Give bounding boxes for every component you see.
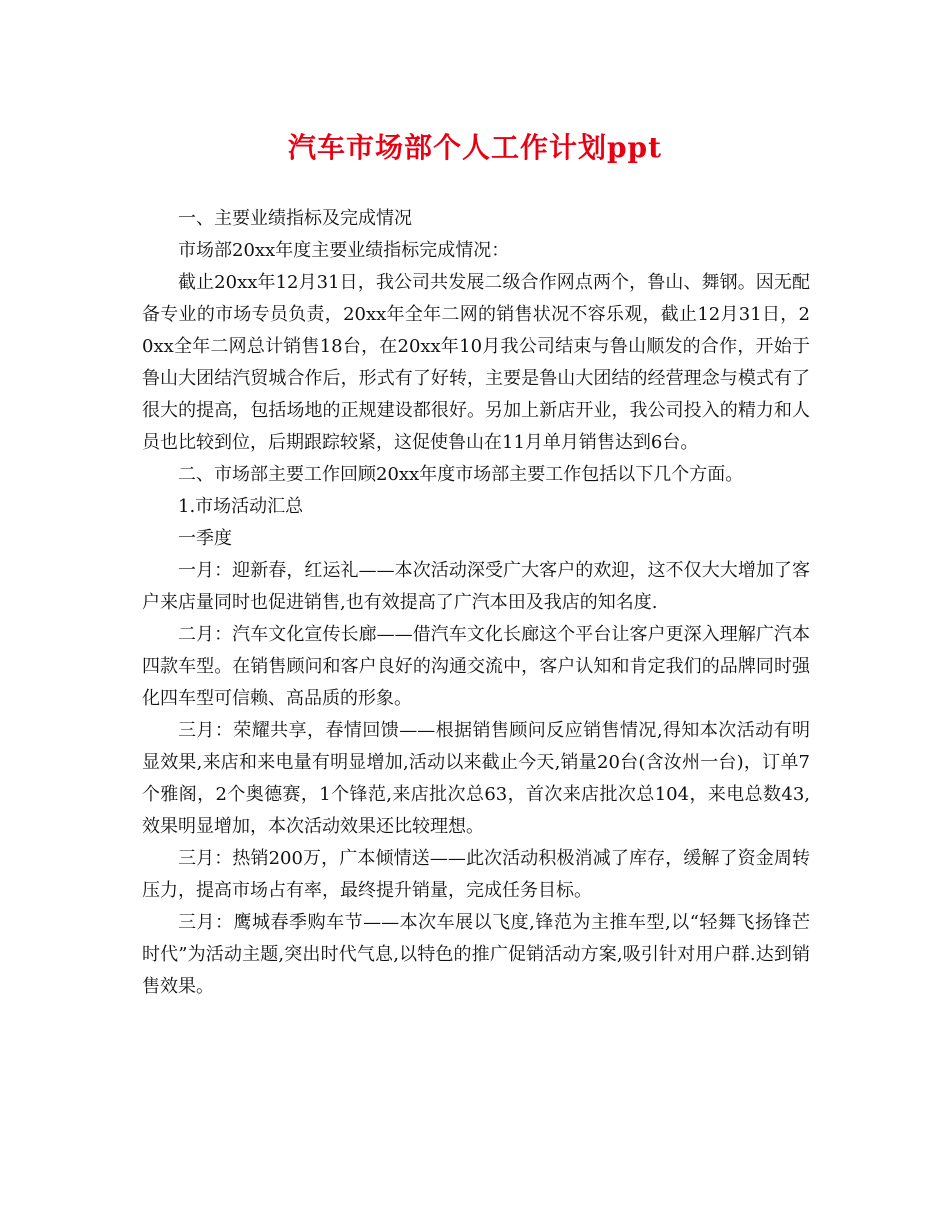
subheading-market-activities: 1.市场活动汇总 bbox=[178, 496, 304, 517]
section-heading-performance: 一、主要业绩指标及完成情况 bbox=[178, 208, 412, 229]
subheading-first-quarter: 一季度 bbox=[178, 528, 232, 549]
document-body bbox=[142, 203, 810, 1003]
paragraph-network-summary: 截止20xx年12月31日，我公司共发展二级合作网点两个，鲁山、舞钢。因无配备专业的市场专员负责，20xx年全年二网的销售状况不容乐观，截止12月31日，20xx全年二网总计销售18台，在20xx年10月我公司结束与鲁山顺发的合作，开始于鲁山大团结汽贸城合作后，形式有了好转，主要是鲁山大团结的经营理念与模式有了很大的提高，包括场地的正规建设都很好。另加上新店开业，我公司投入的精力和人员也比较到位，后期跟踪较紧，这促使鲁山在11月单月销售达到6台。 bbox=[142, 272, 810, 453]
section-heading-review: 二、市场部主要工作回顾20xx年度市场部主要工作包括以下几个方面。 bbox=[178, 464, 744, 485]
paragraph-march-2: 三月：热销200万，广本倾情送——此次活动积极消减了库存，缓解了资金周转压力，提高市场占有率，最终提升销量，完成任务目标。 bbox=[142, 848, 810, 901]
paragraph-march-3: 三月：鹰城春季购车节——本次车展以飞度,锋范为主推车型,以“轻舞飞扬锋芒时代”为活动主题,突出时代气息,以特色的推广促销活动方案,吸引针对用户群.达到销售效果。 bbox=[142, 912, 810, 997]
paragraph-intro: 市场部20xx年度主要业绩指标完成情况： bbox=[178, 240, 510, 261]
paragraph-march-1: 三月：荣耀共享，春情回馈——根据销售顾问反应销售情况,得知本次活动有明显效果,来店和来电量有明显增加,活动以来截止今天,销量20台(含汝州一台)，订单7个雅阁，2个奥德赛，1个锋范,来店批次总63，首次来店批次总104，来电总数43,效果明显增加，本次活动效果还比较理想。 bbox=[142, 720, 810, 837]
paragraph-february: 二月：汽车文化宣传长廊——借汽车文化长廊这个平台让客户更深入理解广汽本四款车型。在销售顾问和客户良好的沟通交流中，客户认知和肯定我们的品牌同时强化四车型可信赖、高品质的形象。 bbox=[142, 624, 810, 709]
document-title: 汽车市场部个人工作计划ppt bbox=[287, 131, 663, 164]
paragraph-january: 一月：迎新春，红运礼——本次活动深受广大客户的欢迎，这不仅大大增加了客户来店量同时也促进销售,也有效提高了广汽本田及我店的知名度. bbox=[142, 560, 810, 613]
